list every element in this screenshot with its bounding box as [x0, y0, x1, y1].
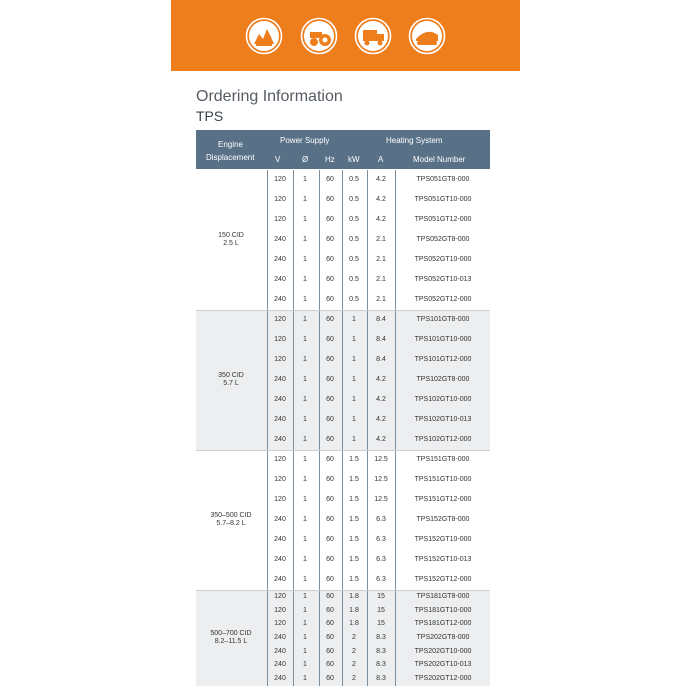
cell-voltage: 120 — [274, 592, 286, 600]
cell-voltage: 240 — [274, 536, 286, 543]
cell-phase: 1 — [303, 276, 307, 283]
cell-kw: 1.5 — [349, 536, 359, 543]
cell-kw: 1 — [352, 336, 356, 343]
cell-amps: 8.4 — [376, 316, 386, 323]
engine-displacement-line: 8.2–11.5 L — [214, 638, 248, 645]
cell-kw: 2 — [352, 647, 356, 655]
cell-model-number: TPS052GT8-000 — [416, 236, 470, 243]
cell-voltage: 240 — [274, 296, 286, 303]
column-divider — [395, 310, 396, 450]
cell-kw: 0.5 — [349, 196, 359, 203]
cell-phase: 1 — [303, 336, 307, 343]
cell-hz: 60 — [326, 661, 334, 669]
cell-model-number: TPS052GT10-000 — [414, 256, 472, 263]
cell-model-number: TPS051GT12-000 — [414, 216, 472, 223]
cell-amps: 15 — [377, 606, 385, 614]
cell-hz: 60 — [326, 476, 334, 483]
cell-amps: 4.2 — [376, 196, 386, 203]
cell-kw: 1 — [352, 356, 356, 363]
cell-hz: 60 — [326, 556, 334, 563]
engine-displacement-label — [196, 512, 266, 528]
cell-voltage: 120 — [274, 620, 286, 628]
excavator-icon — [408, 17, 446, 55]
header-heating-system: Heating System — [386, 136, 443, 145]
cell-hz: 60 — [326, 316, 334, 323]
cell-model-number: TPS151GT10-000 — [414, 476, 472, 483]
cell-model-number: TPS151GT12-000 — [414, 496, 472, 503]
cell-model-number: TPS101GT8-000 — [416, 316, 470, 323]
cell-hz: 60 — [326, 396, 334, 403]
cell-kw: 2 — [352, 661, 356, 669]
cell-voltage: 240 — [274, 436, 286, 443]
cell-voltage: 240 — [274, 416, 286, 423]
header-col-v: V — [275, 155, 281, 164]
cell-model-number: TPS101GT12-000 — [414, 356, 472, 363]
cell-amps: 4.2 — [376, 216, 386, 223]
header-engine-line2: Displacement — [206, 153, 255, 162]
cell-phase: 1 — [303, 376, 307, 383]
cell-kw: 1 — [352, 396, 356, 403]
cell-amps: 8.4 — [376, 356, 386, 363]
banner-icon-row — [171, 17, 520, 55]
engine-displacement-line: 150 CID — [218, 232, 244, 239]
cell-phase: 1 — [303, 436, 307, 443]
cell-amps: 15 — [377, 620, 385, 628]
cell-voltage: 120 — [274, 176, 286, 183]
column-divider — [395, 450, 396, 590]
cell-hz: 60 — [326, 416, 334, 423]
cell-voltage: 120 — [274, 316, 286, 323]
cell-voltage: 240 — [274, 647, 286, 655]
cell-phase: 1 — [303, 576, 307, 583]
cell-model-number: TPS051GT10-000 — [414, 196, 472, 203]
cell-voltage: 120 — [274, 356, 286, 363]
cell-hz: 60 — [326, 276, 334, 283]
engine-displacement-line: 500–700 CID — [210, 630, 252, 637]
cell-model-number: TPS152GT10-000 — [414, 536, 472, 543]
cell-kw: 1.5 — [349, 556, 359, 563]
column-divider — [395, 170, 396, 310]
cell-hz: 60 — [326, 216, 334, 223]
cell-model-number: TPS102GT12-000 — [414, 436, 472, 443]
cell-hz: 60 — [326, 496, 334, 503]
cell-amps: 6.3 — [376, 556, 386, 563]
cell-model-number: TPS152GT10-013 — [414, 556, 472, 563]
cell-phase: 1 — [303, 675, 307, 683]
engine-displacement-label — [196, 372, 266, 388]
header-col-kw: kW — [348, 155, 360, 164]
cell-amps: 6.3 — [376, 536, 386, 543]
cell-kw: 0.5 — [349, 276, 359, 283]
cell-amps: 4.2 — [376, 376, 386, 383]
cell-phase: 1 — [303, 196, 307, 203]
cell-kw: 1.5 — [349, 476, 359, 483]
cell-amps: 8.3 — [376, 634, 386, 641]
cell-model-number: TPS102GT10-013 — [414, 416, 472, 423]
cell-amps: 4.2 — [376, 176, 386, 183]
table-header — [196, 130, 490, 169]
cell-voltage: 120 — [274, 456, 286, 463]
cell-voltage: 120 — [274, 606, 286, 614]
cell-amps: 12.5 — [374, 476, 388, 483]
cell-phase: 1 — [303, 661, 307, 669]
engine-displacement-line: 5.7–8.2 L — [216, 520, 246, 527]
cell-amps: 2.1 — [376, 296, 386, 303]
cell-hz: 60 — [326, 336, 334, 343]
cell-voltage: 240 — [274, 675, 286, 683]
cell-phase: 1 — [303, 396, 307, 403]
cell-hz: 60 — [326, 296, 334, 303]
cell-amps: 8.3 — [376, 647, 386, 655]
cell-model-number: TPS202GT8-000 — [416, 634, 470, 641]
group-separator — [196, 310, 490, 311]
cell-model-number: TPS202GT10-000 — [414, 647, 472, 655]
page-title: Ordering Information — [196, 88, 343, 105]
cell-kw: 0.5 — [349, 296, 359, 303]
cell-kw: 1.5 — [349, 516, 359, 523]
engine-displacement-line: 2.5 L — [223, 240, 239, 247]
cell-model-number: TPS152GT8-000 — [416, 516, 470, 523]
cell-voltage: 240 — [274, 256, 286, 263]
cell-hz: 60 — [326, 176, 334, 183]
cell-voltage: 240 — [274, 661, 286, 669]
group-separator — [196, 450, 490, 451]
cell-phase: 1 — [303, 356, 307, 363]
cell-phase: 1 — [303, 592, 307, 600]
cell-hz: 60 — [326, 592, 334, 600]
cell-amps: 4.2 — [376, 436, 386, 443]
cell-kw: 2 — [352, 634, 356, 641]
cell-kw: 1.5 — [349, 496, 359, 503]
cell-model-number: TPS181GT8-000 — [416, 592, 470, 600]
cell-model-number: TPS102GT10-000 — [414, 396, 472, 403]
cell-model-number: TPS181GT12-000 — [414, 620, 472, 628]
column-divider — [395, 590, 396, 686]
cell-voltage: 120 — [274, 476, 286, 483]
cell-kw: 1.5 — [349, 456, 359, 463]
cell-hz: 60 — [326, 516, 334, 523]
cell-voltage: 240 — [274, 634, 286, 641]
cell-amps: 12.5 — [374, 456, 388, 463]
cell-kw: 1.8 — [349, 606, 359, 614]
header-col-hz: Hz — [325, 155, 335, 164]
cell-hz: 60 — [326, 536, 334, 543]
cell-kw: 0.5 — [349, 176, 359, 183]
cell-hz: 60 — [326, 236, 334, 243]
cell-kw: 0.5 — [349, 236, 359, 243]
cell-phase: 1 — [303, 647, 307, 655]
cell-model-number: TPS051GT8-000 — [416, 176, 470, 183]
cell-phase: 1 — [303, 296, 307, 303]
cell-hz: 60 — [326, 196, 334, 203]
cell-amps: 2.1 — [376, 256, 386, 263]
cell-phase: 1 — [303, 216, 307, 223]
cell-kw: 1.5 — [349, 576, 359, 583]
cell-model-number: TPS101GT10-000 — [414, 336, 472, 343]
cell-phase: 1 — [303, 556, 307, 563]
engine-displacement-line: 5.7 L — [223, 380, 239, 387]
cell-amps: 12.5 — [374, 496, 388, 503]
cell-model-number: TPS052GT12-000 — [414, 296, 472, 303]
cell-voltage: 240 — [274, 556, 286, 563]
engine-displacement-label — [196, 232, 266, 248]
cell-voltage: 240 — [274, 276, 286, 283]
cell-kw: 1 — [352, 416, 356, 423]
cell-model-number: TPS202GT12-000 — [414, 675, 472, 683]
cell-voltage: 120 — [274, 196, 286, 203]
cell-voltage: 240 — [274, 576, 286, 583]
header-col-phase: Ø — [302, 155, 309, 164]
cell-kw: 1 — [352, 316, 356, 323]
cell-hz: 60 — [326, 675, 334, 683]
cell-hz: 60 — [326, 356, 334, 363]
cell-kw: 0.5 — [349, 256, 359, 263]
cell-phase: 1 — [303, 536, 307, 543]
cell-amps: 2.1 — [376, 276, 386, 283]
cell-phase: 1 — [303, 256, 307, 263]
cell-amps: 2.1 — [376, 236, 386, 243]
cell-kw: 1 — [352, 376, 356, 383]
cell-voltage: 120 — [274, 496, 286, 503]
cell-kw: 1.8 — [349, 620, 359, 628]
cell-phase: 1 — [303, 176, 307, 183]
cell-voltage: 120 — [274, 216, 286, 223]
cell-amps: 6.3 — [376, 576, 386, 583]
cell-phase: 1 — [303, 316, 307, 323]
cell-amps: 15 — [377, 592, 385, 600]
cell-hz: 60 — [326, 256, 334, 263]
header-col-a: A — [378, 155, 384, 164]
cell-hz: 60 — [326, 436, 334, 443]
cell-phase: 1 — [303, 496, 307, 503]
engine-displacement-line: 350 CID — [218, 372, 244, 379]
cell-hz: 60 — [326, 634, 334, 641]
engine-displacement-label — [196, 630, 266, 646]
cell-hz: 60 — [326, 576, 334, 583]
cell-amps: 8.3 — [376, 661, 386, 669]
cell-model-number: TPS202GT10-013 — [414, 661, 472, 669]
cell-voltage: 240 — [274, 236, 286, 243]
cell-voltage: 240 — [274, 376, 286, 383]
page-subtitle: TPS — [196, 108, 224, 124]
cell-phase: 1 — [303, 456, 307, 463]
cell-kw: 2 — [352, 675, 356, 683]
cell-hz: 60 — [326, 376, 334, 383]
cell-amps: 4.2 — [376, 416, 386, 423]
cell-amps: 4.2 — [376, 396, 386, 403]
cell-phase: 1 — [303, 620, 307, 628]
cell-voltage: 120 — [274, 336, 286, 343]
cell-phase: 1 — [303, 236, 307, 243]
cell-model-number: TPS152GT12-000 — [414, 576, 472, 583]
cell-amps: 6.3 — [376, 516, 386, 523]
cell-amps: 8.4 — [376, 336, 386, 343]
cell-hz: 60 — [326, 647, 334, 655]
cell-hz: 60 — [326, 606, 334, 614]
cell-amps: 8.3 — [376, 675, 386, 683]
truck-icon — [354, 17, 392, 55]
cell-voltage: 240 — [274, 396, 286, 403]
cell-voltage: 240 — [274, 516, 286, 523]
engine-displacement-line: 350–500 CID — [210, 512, 252, 519]
cell-phase: 1 — [303, 416, 307, 423]
cell-kw: 0.5 — [349, 216, 359, 223]
cell-phase: 1 — [303, 476, 307, 483]
header-engine-line1: Engine — [218, 140, 243, 149]
cell-model-number: TPS181GT10-000 — [414, 606, 472, 614]
header-banner — [171, 0, 520, 71]
tractor-icon — [300, 17, 338, 55]
cell-model-number: TPS151GT8-000 — [416, 456, 470, 463]
header-power-supply: Power Supply — [280, 136, 330, 145]
cell-hz: 60 — [326, 620, 334, 628]
cell-hz: 60 — [326, 456, 334, 463]
group-separator — [196, 590, 490, 591]
cell-model-number: TPS052GT10-013 — [414, 276, 472, 283]
cell-phase: 1 — [303, 634, 307, 641]
cell-phase: 1 — [303, 516, 307, 523]
cell-kw: 1.8 — [349, 592, 359, 600]
cell-model-number: TPS102GT8-000 — [416, 376, 470, 383]
cell-kw: 1 — [352, 436, 356, 443]
header-col-model: Model Number — [413, 155, 466, 164]
cell-phase: 1 — [303, 606, 307, 614]
construction-equipment-icon — [245, 17, 283, 55]
